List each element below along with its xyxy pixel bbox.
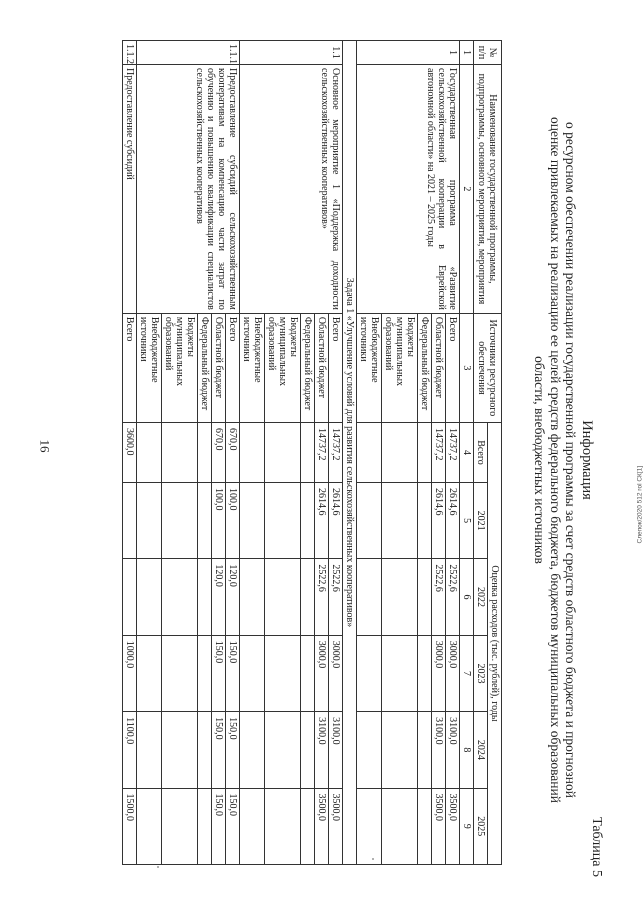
funding-source: Всего xyxy=(329,313,343,422)
amount-cell: 1100,0 xyxy=(123,712,137,788)
amount-cell: 2522,6 xyxy=(315,559,329,635)
amount-cell xyxy=(162,788,198,864)
funding-source: Бюджеты муниципальных образований xyxy=(382,313,418,422)
funding-source: Областной бюджет xyxy=(432,313,446,422)
amount-cell xyxy=(265,482,301,558)
amount-cell: 3100,0 xyxy=(315,712,329,788)
amount-cell xyxy=(240,559,265,635)
amount-cell: 150,0 xyxy=(212,788,226,864)
amount-cell: 3000,0 xyxy=(329,635,343,711)
row-index: 1.1.1 xyxy=(137,41,240,65)
row-index: 1.1.2 xyxy=(123,41,137,65)
funding-source: Бюджеты муниципальных образований xyxy=(265,313,301,422)
column-number: 3 xyxy=(460,313,474,422)
amount-cell xyxy=(418,422,432,482)
header-source: Источники ресурсного обеспечения xyxy=(474,313,502,422)
column-number: 7 xyxy=(460,635,474,711)
amount-cell xyxy=(301,712,315,788)
amount-cell xyxy=(198,635,212,711)
amount-cell xyxy=(240,712,265,788)
amount-cell xyxy=(123,559,137,635)
amount-cell: 100,0 xyxy=(212,482,226,558)
funding-source: Внебюджетные источники xyxy=(137,313,162,422)
event-name: Предоставление субсидий xyxy=(123,65,137,314)
amount-cell xyxy=(198,788,212,864)
amount-cell xyxy=(357,712,382,788)
header-year: 2021 xyxy=(474,482,488,558)
amount-cell: 120,0 xyxy=(226,559,240,635)
amount-cell xyxy=(382,712,418,788)
amount-cell: 3500,0 xyxy=(446,788,460,864)
amount-cell xyxy=(240,788,265,864)
funding-source: Бюджеты муниципальных образований xyxy=(162,313,198,422)
amount-cell xyxy=(357,422,382,482)
amount-cell: 3100,0 xyxy=(329,712,343,788)
amount-cell: 14737,2 xyxy=(432,422,446,482)
table-row xyxy=(123,41,137,865)
column-number: 6 xyxy=(460,559,474,635)
amount-cell xyxy=(301,422,315,482)
amount-cell xyxy=(137,788,162,864)
amount-cell xyxy=(162,422,198,482)
event-name: Предоставление субсидий сельскохозяйственным кооперативам на компенсацию части затрат по обучению и повышению квалификации специалистов сельскохозяйственных кооперативов xyxy=(137,65,240,314)
amount-cell xyxy=(301,482,315,558)
amount-cell xyxy=(418,559,432,635)
row-index: 1.1 xyxy=(240,41,343,65)
header-row-1 xyxy=(488,41,502,865)
amount-cell xyxy=(240,422,265,482)
funding-source: Областной бюджет xyxy=(315,313,329,422)
amount-cell xyxy=(382,422,418,482)
amount-cell: 2614,6 xyxy=(315,482,329,558)
amount-cell xyxy=(162,559,198,635)
amount-cell xyxy=(301,559,315,635)
amount-cell xyxy=(240,635,265,711)
amount-cell xyxy=(137,422,162,482)
amount-cell xyxy=(265,559,301,635)
amount-cell xyxy=(265,788,301,864)
amount-cell: 150,0 xyxy=(212,712,226,788)
program-name: Государственная программа «Развитие сельскохозяйственной кооперации в Еврейской автономной области» на 2021 – 2025 годы xyxy=(357,65,460,314)
funding-source: Федеральный бюджет xyxy=(301,313,315,422)
header-name: Наименование государственной программы, подпрограммы, основного мероприятия, мероприятия xyxy=(474,65,502,314)
column-numbering-row xyxy=(460,41,474,865)
funding-source: Всего xyxy=(446,313,460,422)
amount-cell: 1500,0 xyxy=(123,788,137,864)
heading-line-2: оценке привлекаемых на реализацию ее целей средств федерального бюджета, бюджетов муниципальных образований xyxy=(548,117,563,803)
header-total: Всего xyxy=(474,422,488,482)
funding-source: Всего xyxy=(123,313,137,422)
heading-line-1: о ресурсном обеспечении реализации государственной программы за счет средств областного бюджета и прогнозной xyxy=(563,122,579,798)
page-number: 16 xyxy=(37,439,53,453)
funding-source: Всего xyxy=(226,313,240,422)
heading-title: Информация xyxy=(579,420,595,500)
amount-cell xyxy=(357,482,382,558)
amount-cell: 150,0 xyxy=(226,635,240,711)
header-year: 2022 xyxy=(474,559,488,635)
amount-cell xyxy=(418,635,432,711)
main-event-name: Основное мероприятие 1 «Поддержка доходности сельскохозяйственных кооперативов» xyxy=(240,65,343,314)
column-number: 8 xyxy=(460,712,474,788)
amount-cell: 3500,0 xyxy=(432,788,446,864)
header-year: 2025 xyxy=(474,788,488,864)
amount-cell xyxy=(137,712,162,788)
funding-source: Областной бюджет xyxy=(212,313,226,422)
amount-cell: 2522,6 xyxy=(432,559,446,635)
amount-cell: 2614,6 xyxy=(432,482,446,558)
amount-cell: 150,0 xyxy=(226,712,240,788)
resource-table xyxy=(122,40,502,865)
amount-cell: 14737,2 xyxy=(329,422,343,482)
amount-cell xyxy=(162,712,198,788)
amount-cell xyxy=(265,712,301,788)
amount-cell: 14737,2 xyxy=(446,422,460,482)
amount-cell: 670,0 xyxy=(212,422,226,482)
amount-cell: 150,0 xyxy=(226,788,240,864)
amount-cell xyxy=(137,482,162,558)
funding-source: Внебюджетные источники xyxy=(240,313,265,422)
column-number: 9 xyxy=(460,788,474,864)
document-heading xyxy=(532,20,594,900)
amount-cell xyxy=(382,788,418,864)
header-num: № п/п xyxy=(474,41,502,65)
column-number: 2 xyxy=(460,65,474,314)
amount-cell: 3500,0 xyxy=(315,788,329,864)
file-reference: Слепок/2020 512 rol СК[1] xyxy=(636,465,644,544)
amount-cell xyxy=(357,635,382,711)
amount-cell xyxy=(265,422,301,482)
amount-cell: 3000,0 xyxy=(446,635,460,711)
amount-cell xyxy=(198,712,212,788)
amount-cell: 3600,0 xyxy=(123,422,137,482)
amount-cell xyxy=(418,712,432,788)
funding-source: Федеральный бюджет xyxy=(418,313,432,422)
header-year: 2024 xyxy=(474,712,488,788)
table-row xyxy=(329,41,343,865)
amount-cell: 670,0 xyxy=(226,422,240,482)
amount-cell: 2614,6 xyxy=(446,482,460,558)
task-row xyxy=(343,41,357,865)
amount-cell xyxy=(198,482,212,558)
amount-cell xyxy=(265,635,301,711)
task-title: Задача 1 «Улучшение условий для развития сельскохозяйственных кооперативов» xyxy=(343,41,357,865)
amount-cell xyxy=(137,559,162,635)
amount-cell xyxy=(357,788,382,864)
amount-cell: 3000,0 xyxy=(315,635,329,711)
amount-cell xyxy=(198,559,212,635)
column-number: 5 xyxy=(460,482,474,558)
amount-cell xyxy=(382,635,418,711)
amount-cell: 1000,0 xyxy=(123,635,137,711)
table-row xyxy=(446,41,460,865)
amount-cell xyxy=(198,422,212,482)
amount-cell xyxy=(301,788,315,864)
amount-cell: 100,0 xyxy=(226,482,240,558)
amount-cell xyxy=(162,635,198,711)
header-estimate: Оценка расходов (тыс. рублей), годы xyxy=(488,422,502,864)
funding-source: Внебюджетные источники xyxy=(357,313,382,422)
amount-cell xyxy=(418,482,432,558)
amount-cell xyxy=(382,559,418,635)
amount-cell xyxy=(418,788,432,864)
amount-cell xyxy=(357,559,382,635)
table-label: Таблица 5 xyxy=(589,817,604,877)
amount-cell: 150,0 xyxy=(212,635,226,711)
amount-cell: 3500,0 xyxy=(329,788,343,864)
amount-cell: 3000,0 xyxy=(432,635,446,711)
table-row xyxy=(226,41,240,865)
amount-cell xyxy=(123,482,137,558)
funding-source: Федеральный бюджет xyxy=(198,313,212,422)
amount-cell xyxy=(301,635,315,711)
amount-cell xyxy=(162,482,198,558)
header-year: 2023 xyxy=(474,635,488,711)
amount-cell: 2522,6 xyxy=(446,559,460,635)
heading-line-3: области, внебюджетных источников xyxy=(532,356,548,564)
amount-cell: 120,0 xyxy=(212,559,226,635)
amount-cell: 3100,0 xyxy=(446,712,460,788)
amount-cell xyxy=(240,482,265,558)
table-body xyxy=(123,41,460,865)
column-number: 4 xyxy=(460,422,474,482)
amount-cell: 14737,2 xyxy=(315,422,329,482)
column-number: 1 xyxy=(460,41,474,65)
amount-cell: 2614,6 xyxy=(329,482,343,558)
amount-cell: 2522,6 xyxy=(329,559,343,635)
amount-cell xyxy=(382,482,418,558)
amount-cell: 3100,0 xyxy=(432,712,446,788)
amount-cell xyxy=(137,635,162,711)
row-index: 1 xyxy=(357,41,460,65)
